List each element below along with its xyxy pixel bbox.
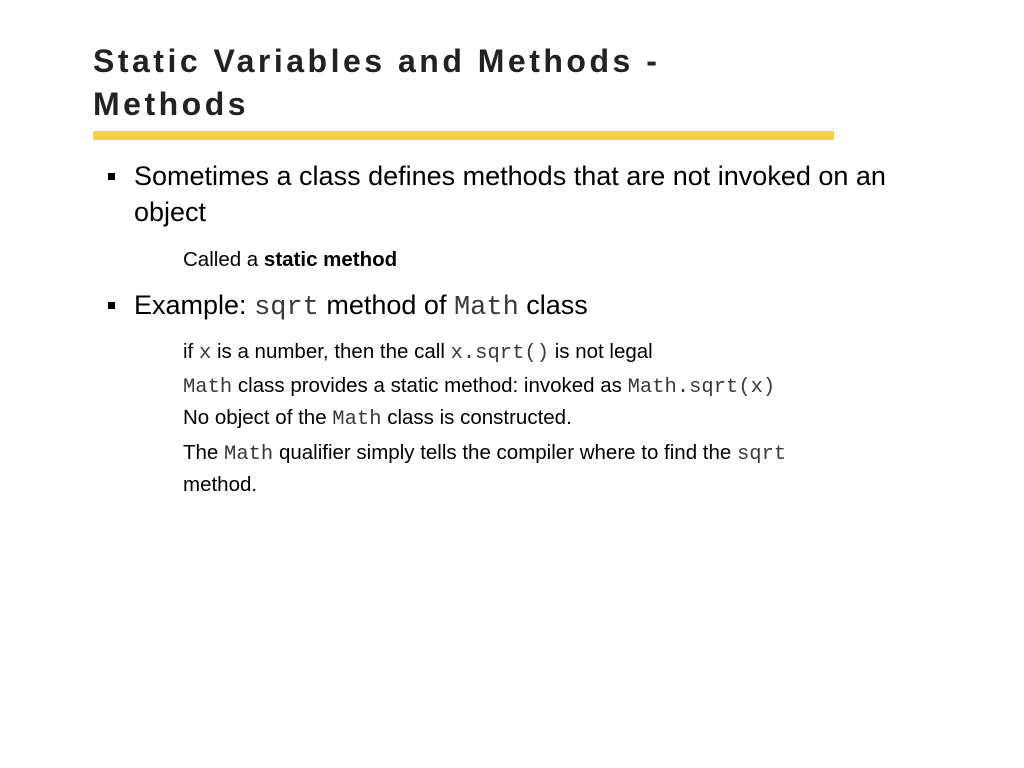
- sub-item-text: is a number, then the call: [211, 340, 451, 363]
- sub-item: [183, 403, 823, 435]
- inline-code: Math: [183, 376, 233, 399]
- sub-item-bold-term: static method: [263, 248, 398, 271]
- bullet-text: class: [518, 290, 588, 320]
- inline-code: sqrt: [736, 443, 787, 466]
- slide-title-line: Methods: [93, 86, 250, 122]
- bullet-item: [134, 287, 924, 326]
- sub-item-text: class provides a static method: invoked as: [232, 374, 628, 397]
- bullet-item: [134, 158, 924, 230]
- inline-code: Math.sqrt(x): [627, 376, 776, 399]
- sub-item: [183, 337, 823, 369]
- sub-item: [183, 245, 823, 275]
- inline-code: x: [198, 342, 212, 365]
- sub-item-text: class is constructed.: [381, 406, 572, 429]
- slide-title: [93, 40, 973, 126]
- square-bullet-icon: [108, 302, 115, 309]
- sub-item: [183, 371, 823, 403]
- inline-code: Math: [332, 408, 382, 431]
- sub-item-text: if: [183, 340, 199, 363]
- bullet-text: Example:: [134, 290, 255, 320]
- sub-item-text: method.: [183, 473, 258, 496]
- sub-item-text: No object of the: [183, 406, 333, 429]
- inline-code: sqrt: [254, 293, 319, 323]
- title-accent-bar: [93, 131, 834, 140]
- inline-code: x.sqrt(): [450, 342, 549, 365]
- square-bullet-icon: [108, 173, 115, 180]
- inline-code: Math: [224, 443, 274, 466]
- bullet-text: Sometimes a class defines methods that are not invoked on an object: [134, 161, 886, 227]
- inline-code: Math: [453, 293, 519, 323]
- sub-item: [183, 438, 823, 500]
- slide-title-line: Static Variables and Methods -: [93, 43, 661, 79]
- sub-item-text: qualifier simply tells the compiler where to find the: [273, 441, 737, 464]
- sub-item-text: Called a: [183, 248, 264, 271]
- sub-item-text: is not legal: [549, 340, 653, 363]
- bullet-text: method of: [318, 290, 454, 320]
- sub-item-text: The: [183, 441, 225, 464]
